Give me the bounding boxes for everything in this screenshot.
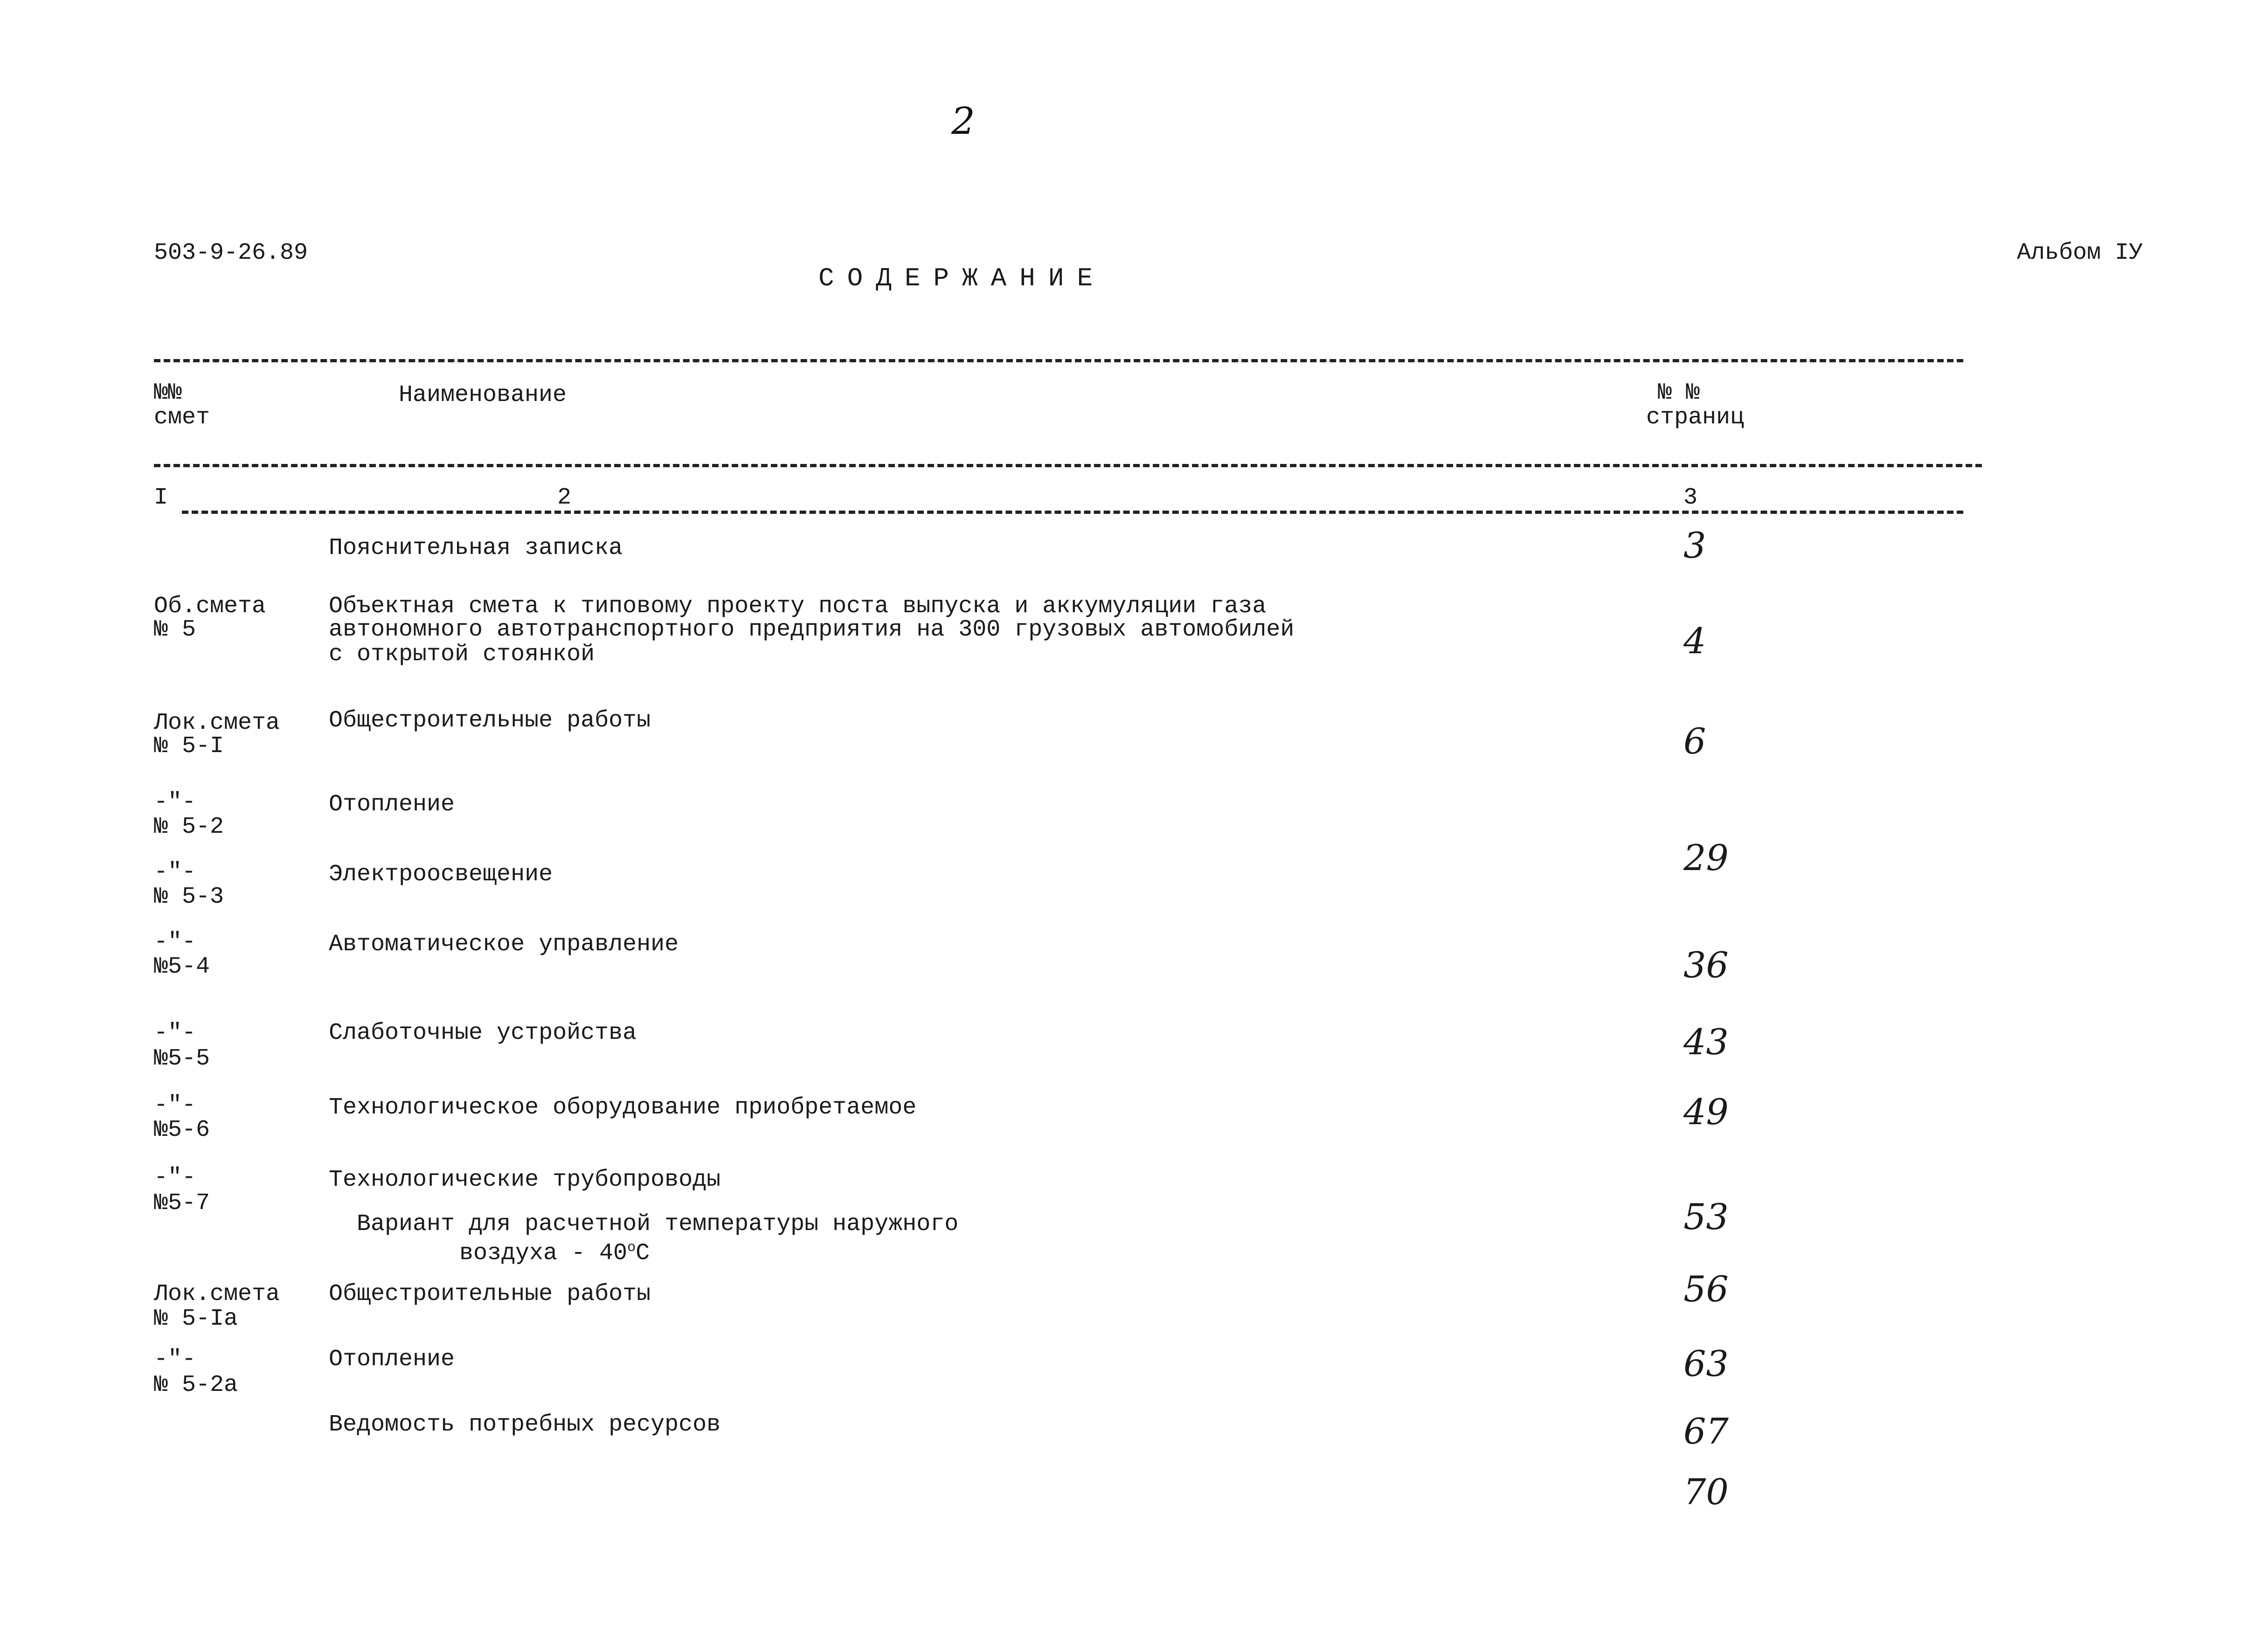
header-bottom-rule: [154, 464, 1982, 467]
entry-name: Ведомость потребных ресурсов: [329, 1411, 721, 1438]
entry-number-line2: № 5-3: [154, 884, 224, 910]
entry-number: Лок.смета: [154, 710, 280, 736]
entry-number: -"-: [154, 1092, 196, 1119]
document-code: 503-9-26.89: [154, 240, 308, 266]
entry-name-line2: автономного автотранспортного предприятия на 300 грузовых автомобилей: [329, 616, 1295, 643]
col-number-3: 3: [1683, 484, 1698, 511]
entry-number: Лок.смета: [154, 1281, 280, 1307]
col-header-num-1: №№: [154, 380, 182, 406]
col-number-1: I: [154, 484, 168, 511]
entry-name: Технологическое оборудование приобретаемое: [329, 1094, 917, 1121]
final-page-number: 70: [1683, 1471, 1729, 1513]
page-number-handwritten: 2: [951, 99, 975, 143]
entry-name: Слаботочные устройства: [329, 1020, 637, 1046]
entry-name-line3: с открытой стоянкой: [329, 641, 595, 668]
entry-name: Электроосвещение: [329, 861, 553, 888]
header-top-rule: [154, 359, 1963, 362]
variant-line-2: воздуха - $40^оС$: [459, 1240, 650, 1267]
entry-name: Автоматическое управление: [329, 931, 679, 958]
entry-name: Объектная смета к типовому проекту поста выпуска и аккумуляции газа: [329, 593, 1267, 620]
col-header-pages-2: страниц: [1646, 404, 1745, 431]
entry-name: Пояснительная записка: [329, 535, 623, 561]
entry-page: 63: [1683, 1343, 1729, 1384]
col-header-name: Наименование: [399, 382, 567, 408]
entry-name: Общестроительные работы: [329, 1281, 651, 1307]
entry-number: -"-: [154, 929, 196, 955]
entry-number-line2: № 5-2а: [154, 1372, 238, 1398]
page-title: СОДЕРЖАНИЕ: [818, 263, 1106, 293]
entry-page: 29: [1683, 837, 1729, 878]
entry-number-line2: № 5-I: [154, 733, 224, 760]
entry-number-line2: № 5-2: [154, 814, 224, 840]
degree-sign: о: [627, 1240, 636, 1256]
entry-name: Общестроительные работы: [329, 707, 651, 734]
entry-number: -"-: [154, 1346, 196, 1373]
entry-number: -"-: [154, 789, 196, 816]
entry-number-line2: №5-5: [154, 1045, 210, 1072]
col-number-2: 2: [557, 484, 572, 511]
entry-page: 49: [1683, 1091, 1729, 1133]
entry-number: -"-: [154, 1164, 196, 1191]
entry-number-line2: № 5-Iа: [154, 1306, 238, 1332]
entry-number: -"-: [154, 859, 196, 885]
entry-number-line2: №5-7: [154, 1190, 210, 1217]
entry-number: -"-: [154, 1020, 196, 1046]
col-header-pages-1: № №: [1658, 380, 1700, 406]
entry-page: 67: [1683, 1410, 1729, 1452]
entry-number: Об.смета: [154, 593, 266, 620]
entry-number-line2: №5-4: [154, 954, 210, 980]
entry-page: 43: [1683, 1021, 1729, 1063]
col-header-num-2: смет: [154, 404, 210, 431]
album-label: Альбом IУ: [2017, 240, 2143, 266]
entry-name: Отопление: [329, 791, 455, 818]
entry-page: 6: [1683, 720, 1706, 762]
entry-page: 4: [1683, 620, 1706, 662]
column-numbers-rule: [182, 511, 1963, 514]
entry-page: 3: [1683, 525, 1706, 566]
entry-name: Технологические трубопроводы: [329, 1167, 721, 1193]
entry-page: 36: [1683, 944, 1729, 986]
entry-number-line2: № 5: [154, 616, 196, 643]
entry-page: 56: [1683, 1268, 1729, 1310]
entry-number-line2: №5-6: [154, 1117, 210, 1143]
variant-line-1: Вариант для расчетной температуры наружного: [357, 1211, 959, 1237]
entry-name: Отопление: [329, 1346, 455, 1373]
variant-page: 53: [1683, 1196, 1729, 1237]
